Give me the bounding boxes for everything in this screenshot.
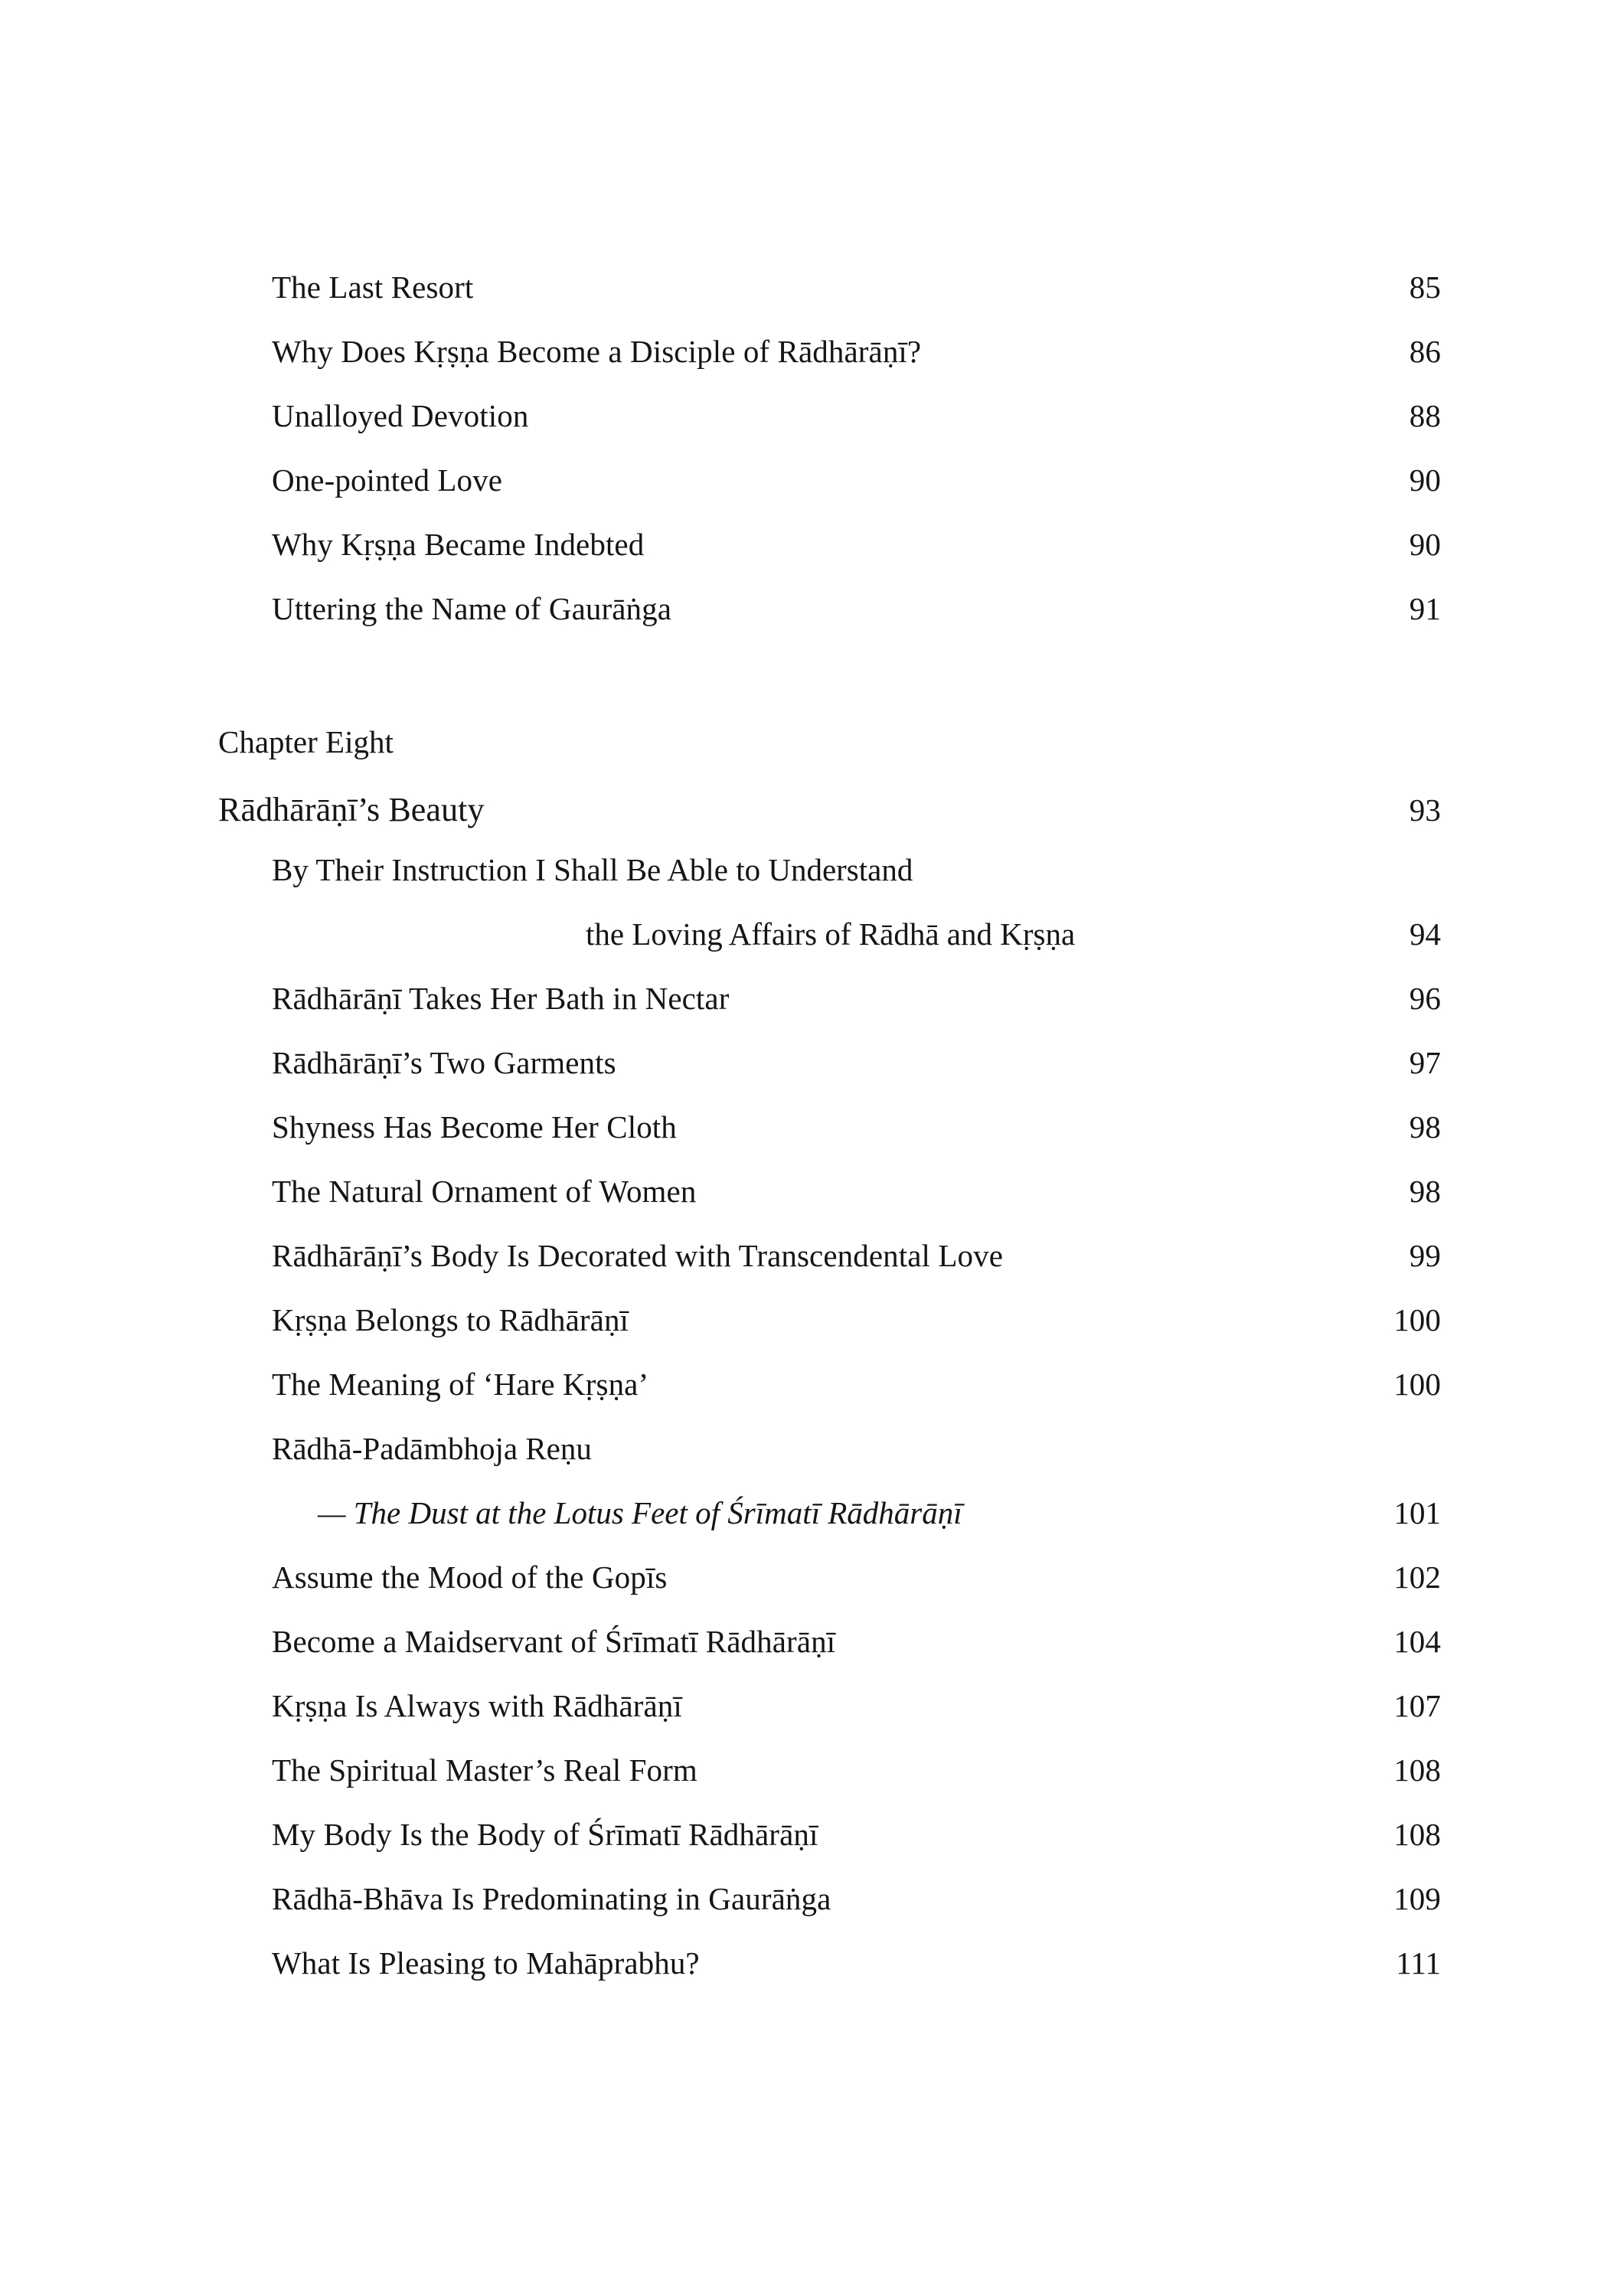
toc-entry-page: 88: [1409, 398, 1441, 433]
chapter-number-label: Chapter Eight: [218, 724, 394, 759]
toc-section-continuation: [218, 269, 1441, 626]
toc-entry-page: 102: [1393, 1560, 1441, 1595]
chapter-page: 93: [1409, 792, 1441, 828]
toc-entry-title: Become a Maidservant of Śrīmatī Rādhārāṇī: [272, 1624, 836, 1659]
toc-entry[interactable]: [272, 1240, 1441, 1272]
toc-entry-title: Assume the Mood of the Gopīs: [272, 1560, 668, 1595]
toc-entry-page: 85: [1409, 269, 1441, 305]
toc-entry[interactable]: [272, 854, 1441, 950]
chapter-title-row[interactable]: [218, 793, 1441, 827]
toc-entry-title: Rādhārāṇī’s Body Is Decorated with Transcendental Love: [272, 1238, 1004, 1273]
toc-entry[interactable]: [272, 1433, 1441, 1529]
toc-entry-title: The Natural Ornament of Women: [272, 1174, 697, 1209]
toc-entry-title: Unalloyed Devotion: [272, 398, 529, 433]
toc-entry-title-line-2-row: [272, 916, 1441, 952]
toc-entry-title: The Spiritual Master’s Real Form: [272, 1752, 697, 1788]
toc-entry-page: 94: [1410, 916, 1441, 952]
toc-entry-page: 100: [1393, 1367, 1441, 1402]
toc-entry-title: Kṛṣṇa Belongs to Rādhārāṇī: [272, 1302, 629, 1337]
chapter-heading-block: [218, 724, 1441, 828]
toc-entry-page: 101: [1393, 1495, 1441, 1530]
toc-entry[interactable]: [272, 1302, 1441, 1337]
toc-entry-title: Kṛṣṇa Is Always with Rādhārāṇī: [272, 1688, 682, 1723]
toc-entry-page: 90: [1409, 527, 1441, 562]
toc-entry-page: 111: [1396, 1945, 1441, 1981]
toc-entry[interactable]: [272, 400, 1441, 432]
table-of-contents: [218, 269, 1441, 2012]
toc-entry[interactable]: [272, 1047, 1441, 1079]
toc-entry-subtitle-row: [272, 1497, 1441, 1529]
toc-entry-page: 100: [1393, 1302, 1441, 1337]
toc-entry[interactable]: [272, 1690, 1441, 1722]
toc-entry-title: What Is Pleasing to Mahāprabhu?: [272, 1945, 700, 1981]
toc-entry-page: 91: [1409, 591, 1441, 626]
toc-entry-page: 109: [1393, 1881, 1441, 1916]
chapter-title: Rādhārāṇī’s Beauty: [218, 791, 485, 828]
toc-entry[interactable]: [272, 1819, 1441, 1850]
toc-entry[interactable]: [272, 593, 1441, 625]
toc-entry[interactable]: [272, 1626, 1441, 1657]
toc-entry-page: 107: [1393, 1688, 1441, 1723]
toc-entry-title-line-1: By Their Instruction I Shall Be Able to Understand: [272, 852, 913, 887]
toc-entry[interactable]: [272, 1562, 1441, 1593]
toc-entry-title: Rādhārāṇī Takes Her Bath in Nectar: [272, 981, 730, 1016]
toc-entry-title: My Body Is the Body of Śrīmatī Rādhārāṇī: [272, 1817, 818, 1852]
toc-entry-page: 108: [1393, 1752, 1441, 1788]
toc-entry-subtitle: — The Dust at the Lotus Feet of Śrīmatī Rādhārāṇī: [318, 1495, 962, 1530]
toc-entry-title-line-2: the Loving Affairs of Rādhā and Kṛṣṇa: [586, 916, 1076, 952]
toc-entry-page: 86: [1409, 334, 1441, 369]
toc-entry[interactable]: [272, 983, 1441, 1014]
toc-entry[interactable]: [272, 1369, 1441, 1400]
toc-entry-title: Rādhā-Padāmbhoja Reṇu: [272, 1431, 592, 1466]
toc-entry-title: Rādhā-Bhāva Is Predominating in Gaurāṅga: [272, 1881, 831, 1916]
toc-entry-title: One-pointed Love: [272, 462, 503, 498]
section-spacer: [218, 658, 1441, 697]
toc-entry[interactable]: [272, 336, 1441, 367]
toc-entry[interactable]: [272, 269, 1441, 305]
toc-entry[interactable]: [272, 1945, 1441, 1981]
toc-entry-title: Why Does Kṛṣṇa Become a Disciple of Rādhārāṇī?: [272, 334, 922, 369]
toc-entry-page: 98: [1409, 1174, 1441, 1209]
toc-entry-title: Uttering the Name of Gaurāṅga: [272, 591, 672, 626]
toc-entry-title: Rādhārāṇī’s Two Garments: [272, 1045, 616, 1080]
toc-entry-page: 104: [1393, 1624, 1441, 1659]
toc-entry[interactable]: [272, 1176, 1441, 1207]
toc-entry-title: The Last Resort: [272, 269, 474, 305]
toc-entry[interactable]: [272, 529, 1441, 560]
toc-entry[interactable]: [272, 1883, 1441, 1915]
toc-entry-page: 90: [1409, 462, 1441, 498]
toc-entry[interactable]: [272, 1752, 1441, 1788]
toc-section-chapter-eight: [218, 854, 1441, 1979]
toc-entry-page: 97: [1409, 1045, 1441, 1080]
toc-entry-page: 99: [1409, 1238, 1441, 1273]
toc-entry-page: 108: [1393, 1817, 1441, 1852]
toc-entry-title: Shyness Has Become Her Cloth: [272, 1109, 677, 1145]
toc-entry-title: The Meaning of ‘Hare Kṛṣṇa’: [272, 1367, 649, 1402]
toc-entry[interactable]: [272, 1109, 1441, 1145]
toc-entry[interactable]: [272, 462, 1441, 498]
toc-entry-page: 98: [1409, 1109, 1441, 1145]
toc-entry-title: Why Kṛṣṇa Became Indebted: [272, 527, 645, 562]
toc-entry-page: 96: [1409, 981, 1441, 1016]
